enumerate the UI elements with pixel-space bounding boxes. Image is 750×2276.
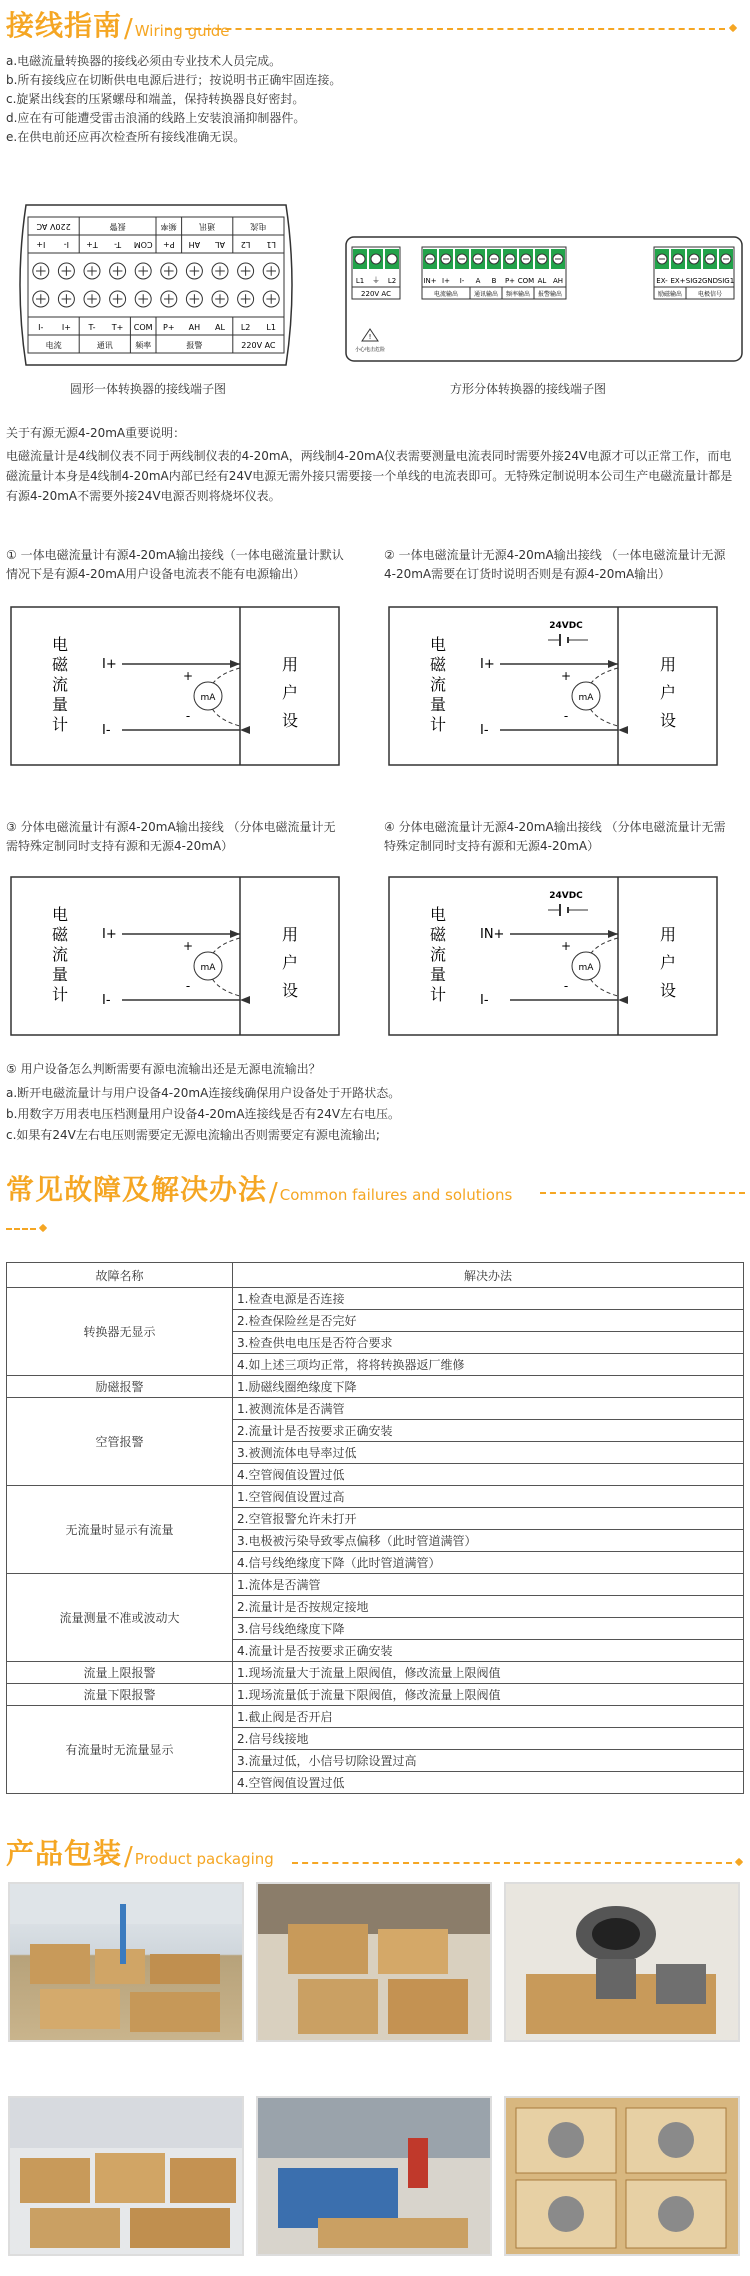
round-bottom-terminal-label: L1 bbox=[266, 323, 276, 332]
fault-name-cell: 有流量时无流量显示 bbox=[7, 1706, 233, 1794]
solution-cell: 2.检查保险丝是否完好 bbox=[233, 1310, 744, 1332]
fault-name-cell: 励磁报警 bbox=[7, 1376, 233, 1398]
square-terminal-label: COM bbox=[517, 277, 535, 285]
meter-label-char: 量 bbox=[429, 695, 447, 714]
solution-cell: 1.流体是否满管 bbox=[233, 1574, 744, 1596]
divider-dot bbox=[729, 24, 737, 32]
square-terminal-label: SIG2 bbox=[685, 277, 703, 285]
round-top-group-label: 频率 bbox=[160, 222, 177, 231]
solution-cell: 3.信号线绝缘度下降 bbox=[233, 1618, 744, 1640]
solution-cell: 1.检查电源是否连接 bbox=[233, 1288, 744, 1310]
packaging-photo-meter-in-crate bbox=[504, 1882, 740, 2042]
meter-label-char: 计 bbox=[429, 715, 447, 734]
round-bottom-terminal-label: P+ bbox=[163, 323, 175, 332]
device-label-char: 户 bbox=[659, 953, 677, 972]
square-group-label: 电极信号 bbox=[697, 291, 723, 298]
solution-cell: 1.截止阀是否开启 bbox=[233, 1706, 744, 1728]
solution-cell: 3.电极被污染导致零点偏移（此时管道满管） bbox=[233, 1530, 744, 1552]
round-top-group-label: 报警 bbox=[109, 222, 126, 231]
meter-label-char: 电 bbox=[51, 905, 69, 924]
col-solution: 解决办法 bbox=[233, 1263, 744, 1288]
fault-table-row bbox=[7, 1376, 744, 1398]
square-terminal-label: I- bbox=[459, 277, 465, 285]
round-bottom-terminal-label: I+ bbox=[61, 323, 71, 332]
device-label-char: 设 bbox=[659, 711, 677, 730]
diagram-3-caption: ③ 分体电磁流量计有源4-20mA输出接线 （分体电磁流量计无需特殊定制同时支持有源和无源4-20mA） bbox=[6, 820, 336, 853]
square-group-label: 通讯输出 bbox=[473, 291, 499, 298]
packaging-photo-meters-boxed bbox=[504, 2096, 740, 2256]
round-top-group-label: 电流 bbox=[250, 222, 267, 231]
round-bottom-group-label: 220V AC bbox=[241, 341, 276, 350]
meter-label-char: 量 bbox=[429, 965, 447, 984]
judge-line: a.断开电磁流量计与用户设备4-20mA连接线确保用户设备处于开路状态。 bbox=[6, 1086, 401, 1100]
fault-table bbox=[6, 1262, 744, 1794]
meter-label-char: 电 bbox=[429, 905, 447, 924]
minus-sign: - bbox=[563, 709, 569, 723]
device-label-char: 设 bbox=[659, 981, 677, 1000]
round-bottom-terminal-label: COM bbox=[133, 323, 153, 332]
packaging-title-divider bbox=[292, 1862, 732, 1864]
milliamp-label: mA bbox=[200, 693, 216, 703]
solution-cell: 1.现场流量大于流量上限阀值，修改流量上限阀值 bbox=[233, 1662, 744, 1684]
device-label-char: 户 bbox=[281, 953, 299, 972]
device-label-char: 用 bbox=[281, 925, 299, 944]
col-fault-name: 故障名称 bbox=[7, 1263, 233, 1288]
device-label-char: 用 bbox=[281, 655, 299, 674]
square-terminal-label: GND bbox=[701, 277, 719, 285]
solution-cell: 3.检查供电电压是否符合要求 bbox=[233, 1332, 744, 1354]
device-label-char: 户 bbox=[281, 683, 299, 702]
vdc-source-label: 24VDC bbox=[549, 621, 583, 631]
solution-cell: 1.被测流体是否满管 bbox=[233, 1398, 744, 1420]
judge-lines bbox=[6, 1083, 736, 1146]
wiring-title-divider bbox=[165, 28, 725, 30]
faults-section-title bbox=[6, 1168, 512, 1208]
device-label-char: 用 bbox=[659, 655, 677, 674]
judge-line: b.用数字万用表电压档测量用户设备4-20mA连接线是否有24V左右电压。 bbox=[6, 1107, 401, 1121]
round-top-terminal-label: COM bbox=[133, 240, 153, 249]
minus-sign: - bbox=[185, 709, 191, 723]
meter-label-char: 流 bbox=[429, 945, 447, 964]
meter-label-char: 电 bbox=[429, 635, 447, 654]
round-bottom-terminal-label: T+ bbox=[111, 323, 124, 332]
device-label-char: 设 bbox=[281, 711, 299, 730]
negative-terminal-label: I- bbox=[102, 993, 111, 1008]
meter-label-char: 磁 bbox=[429, 925, 447, 944]
divider-dot bbox=[39, 1224, 47, 1232]
packaging-title-cn: 产品包装 bbox=[6, 1837, 123, 1870]
solution-cell: 4.如上述三项均正常，将将转换器返厂维修 bbox=[233, 1354, 744, 1376]
round-bottom-group-label: 频率 bbox=[135, 341, 152, 350]
divider-dot bbox=[735, 1858, 743, 1866]
minus-sign: - bbox=[185, 979, 191, 993]
square-group-label: 报警输出 bbox=[537, 291, 563, 298]
fault-name-cell: 无流量时显示有流量 bbox=[7, 1486, 233, 1574]
diagram-2-caption: ② 一体电磁流量计无源4-20mA输出接线 （一体电磁流量计无源4-20mA需要在订货时说明否则是有源4-20mA输出） bbox=[384, 548, 726, 581]
round-top-terminal-label: P+ bbox=[163, 240, 175, 249]
positive-terminal-label: I+ bbox=[102, 927, 117, 942]
fault-name-cell: 空管报警 bbox=[7, 1398, 233, 1486]
solution-cell: 2.信号线接地 bbox=[233, 1728, 744, 1750]
solution-cell: 2.空管报警允许未打开 bbox=[233, 1508, 744, 1530]
packaging-photo-warehouse-crates bbox=[8, 1882, 244, 2042]
square-terminal-label: P+ bbox=[504, 277, 516, 285]
round-bottom-terminal-label: L2 bbox=[240, 323, 251, 332]
round-top-terminal-label: T- bbox=[114, 240, 122, 249]
note-line: a.电磁流量转换器的接线必须由专业技术人员完成。 bbox=[6, 54, 282, 68]
terminal-screw bbox=[355, 254, 365, 264]
square-terminal-label: I+ bbox=[442, 277, 450, 285]
explain-heading: 关于有源无源4-20mA重要说明： bbox=[6, 426, 186, 440]
note-line: b.所有接线应在切断供电电源后进行；按说明书正确牢固连接。 bbox=[6, 73, 342, 87]
solution-cell: 2.流量计是否按规定接地 bbox=[233, 1596, 744, 1618]
fault-table-row bbox=[7, 1574, 744, 1596]
judge-line: c.如果有24V左右电压则需要定无源电流输出否则需要定有源电流输出; bbox=[6, 1128, 380, 1142]
round-bottom-group-label: 报警 bbox=[186, 341, 203, 350]
plus-sign: + bbox=[560, 939, 572, 953]
plus-sign: + bbox=[560, 669, 572, 683]
meter-label-char: 量 bbox=[51, 695, 69, 714]
wiring-notes bbox=[6, 52, 726, 147]
solution-cell: 3.被测流体电导率过低 bbox=[233, 1442, 744, 1464]
title-slash: / bbox=[124, 14, 133, 44]
milliamp-label: mA bbox=[200, 963, 216, 973]
meter-label-char: 计 bbox=[51, 985, 69, 1004]
positive-terminal-label: I+ bbox=[480, 657, 495, 672]
meter-label-char: 流 bbox=[51, 675, 69, 694]
round-top-terminal-label: T+ bbox=[86, 240, 98, 249]
square-power-label: L2 bbox=[387, 277, 397, 285]
fault-table-header bbox=[7, 1263, 744, 1288]
square-warning-text: 小心电击危险 bbox=[354, 347, 386, 353]
note-line: e.在供电前还应再次检查所有接线准确无误。 bbox=[6, 130, 246, 144]
meter-label-char: 磁 bbox=[51, 925, 69, 944]
square-terminal-label: B bbox=[491, 277, 497, 285]
wiring-title-cn: 接线指南 bbox=[6, 9, 123, 42]
fault-name-cell: 流量上限报警 bbox=[7, 1662, 233, 1684]
round-top-terminal-label: L1 bbox=[266, 240, 276, 249]
meter-label-char: 计 bbox=[51, 715, 69, 734]
device-label-char: 户 bbox=[659, 683, 677, 702]
title-slash: / bbox=[124, 1842, 133, 1872]
solution-cell: 2.流量计是否按要求正确安装 bbox=[233, 1420, 744, 1442]
meter-label-char: 电 bbox=[51, 635, 69, 654]
solution-cell: 1.现场流量低于流量下限阀值，修改流量上限阀值 bbox=[233, 1684, 744, 1706]
round-bottom-terminal-label: AH bbox=[188, 323, 201, 332]
square-terminal-diagram bbox=[344, 235, 744, 365]
wiring-section-title bbox=[6, 4, 230, 44]
minus-sign: - bbox=[563, 979, 569, 993]
milliamp-label: mA bbox=[578, 963, 594, 973]
square-terminal-label: AH bbox=[552, 277, 564, 285]
round-top-group-label: 通讯 bbox=[199, 222, 216, 231]
round-top-terminal-label: AL bbox=[215, 240, 225, 249]
milliamp-label: mA bbox=[578, 693, 594, 703]
round-top-terminal-label: AH bbox=[188, 240, 201, 249]
round-top-group-label: 220V AC bbox=[36, 222, 71, 231]
faults-title-divider bbox=[540, 1192, 745, 1194]
fault-table-row bbox=[7, 1662, 744, 1684]
packaging-photo-pallets bbox=[8, 2096, 244, 2256]
solution-cell: 1.励磁线圈绝缘度下降 bbox=[233, 1376, 744, 1398]
fault-table-row bbox=[7, 1486, 744, 1508]
round-terminal-caption: 圆形一体转换器的接线端子图 bbox=[70, 382, 227, 396]
ground-symbol-icon: ⏚ bbox=[372, 276, 380, 285]
packaging-photo-loading bbox=[256, 2096, 492, 2256]
square-group-label: 电流输出 bbox=[433, 291, 459, 298]
device-label-char: 设 bbox=[281, 981, 299, 1000]
square-terminal-label: A bbox=[475, 277, 481, 285]
svg-text:!: ! bbox=[368, 333, 372, 341]
meter-label-char: 磁 bbox=[51, 655, 69, 674]
solution-cell: 4.信号线绝缘度下降（此时管道满管） bbox=[233, 1552, 744, 1574]
square-terminal-caption: 方形分体转换器的接线端子图 bbox=[450, 382, 607, 396]
square-group-label: 频率输出 bbox=[505, 291, 531, 298]
solution-cell: 3.流量过低，小信号切除设置过高 bbox=[233, 1750, 744, 1772]
fault-name-cell: 转换器无显示 bbox=[7, 1288, 233, 1376]
packaging-photo-boxes bbox=[256, 1882, 492, 2042]
round-bottom-terminal-label: T- bbox=[88, 323, 96, 332]
square-group-label: 励磁输出 bbox=[657, 291, 683, 298]
meter-label-char: 磁 bbox=[429, 655, 447, 674]
solution-cell: 1.空管阀值设置过高 bbox=[233, 1486, 744, 1508]
faults-title-cn: 常见故障及解决办法 bbox=[6, 1173, 268, 1206]
meter-label-char: 量 bbox=[51, 965, 69, 984]
packaging-section-title bbox=[6, 1832, 274, 1872]
meter-label-char: 计 bbox=[429, 985, 447, 1004]
round-top-terminal-label: I+ bbox=[36, 240, 46, 249]
square-terminal-label: EX+ bbox=[670, 277, 686, 285]
packaging-title-en: Product packaging bbox=[134, 1850, 274, 1868]
square-power-label: L1 bbox=[355, 277, 365, 285]
round-top-terminal-label: L2 bbox=[240, 240, 251, 249]
wiring-diagram-4 bbox=[388, 876, 718, 1036]
meter-label-char: 流 bbox=[429, 675, 447, 694]
wiring-diagram-2 bbox=[388, 606, 718, 766]
fault-name-cell: 流量下限报警 bbox=[7, 1684, 233, 1706]
negative-terminal-label: I- bbox=[480, 723, 489, 738]
fault-table-row bbox=[7, 1398, 744, 1420]
device-label-char: 用 bbox=[659, 925, 677, 944]
square-terminal-label: AL bbox=[537, 277, 547, 285]
square-terminal-label: SIG1 bbox=[717, 277, 735, 285]
positive-terminal-label: I+ bbox=[102, 657, 117, 672]
faults-title-en: Common failures and solutions bbox=[279, 1186, 513, 1204]
explain-paragraph: 电磁流量计是4线制仪表不同于两线制仪表的4-20mA，两线制4-20mA仪表需要测量电流表同时需要外接24V电源才可以正常工作，而电磁流量计本身是4线制4-20mA内部已经有24V电源无需外接只需要接一个单线的电流表即可。无特殊定制说明本公司生产电磁流量计都是有源4-20mA不需要外接24V电源否则将烧坏仪表。 bbox=[6, 449, 733, 503]
round-bottom-group-label: 通讯 bbox=[96, 341, 113, 350]
fault-name-cell: 流量测量不准或波动大 bbox=[7, 1574, 233, 1662]
negative-terminal-label: I- bbox=[480, 993, 489, 1008]
note-line: c.旋紧出线套的压紧螺母和端盖，保持转换器良好密封。 bbox=[6, 92, 305, 106]
solution-cell: 4.空管阀值设置过低 bbox=[233, 1464, 744, 1486]
fault-table-row bbox=[7, 1706, 744, 1728]
square-power-group-label: 220V AC bbox=[361, 290, 391, 298]
solution-cell: 4.流量计是否按要求正确安装 bbox=[233, 1640, 744, 1662]
judge-heading: ⑤ 用户设备怎么判断需要有源电流输出还是无源电流输出？ bbox=[6, 1062, 321, 1076]
title-slash: / bbox=[269, 1178, 278, 1208]
fault-table-row bbox=[7, 1288, 744, 1310]
solution-cell: 4.空管阀值设置过低 bbox=[233, 1772, 744, 1794]
terminal-screw bbox=[371, 254, 381, 264]
round-top-terminal-label: I- bbox=[63, 240, 70, 249]
plus-sign: + bbox=[182, 939, 194, 953]
wiring-title-en: Wiring guide bbox=[134, 22, 230, 40]
vdc-source-label: 24VDC bbox=[549, 891, 583, 901]
meter-label-char: 流 bbox=[51, 945, 69, 964]
wiring-diagram-3 bbox=[10, 876, 340, 1036]
faults-subdivider bbox=[6, 1228, 36, 1230]
diagram-1-caption: ① 一体电磁流量计有源4-20mA输出接线（一体电磁流量计默认情况下是有源4-20mA用户设备电流表不能有电源输出） bbox=[6, 548, 344, 581]
note-line: d.应在有可能遭受雷击浪涌的线路上安装浪涌抑制器件。 bbox=[6, 111, 306, 125]
terminal-screw bbox=[387, 254, 397, 264]
round-bottom-group-label: 电流 bbox=[45, 341, 62, 350]
plus-sign: + bbox=[182, 669, 194, 683]
square-terminal-label: EX- bbox=[656, 277, 668, 285]
diagram-4-caption: ④ 分体电磁流量计无源4-20mA输出接线 （分体电磁流量计无需特殊定制同时支持有源和无源4-20mA） bbox=[384, 820, 726, 853]
positive-terminal-label: IN+ bbox=[480, 927, 505, 942]
square-terminal-label: IN+ bbox=[423, 277, 437, 285]
negative-terminal-label: I- bbox=[102, 723, 111, 738]
round-bottom-terminal-label: AL bbox=[215, 323, 225, 332]
round-terminal-diagram bbox=[6, 195, 306, 375]
wiring-diagram-1 bbox=[10, 606, 340, 766]
fault-table-row bbox=[7, 1684, 744, 1706]
round-bottom-terminal-label: I- bbox=[38, 323, 44, 332]
